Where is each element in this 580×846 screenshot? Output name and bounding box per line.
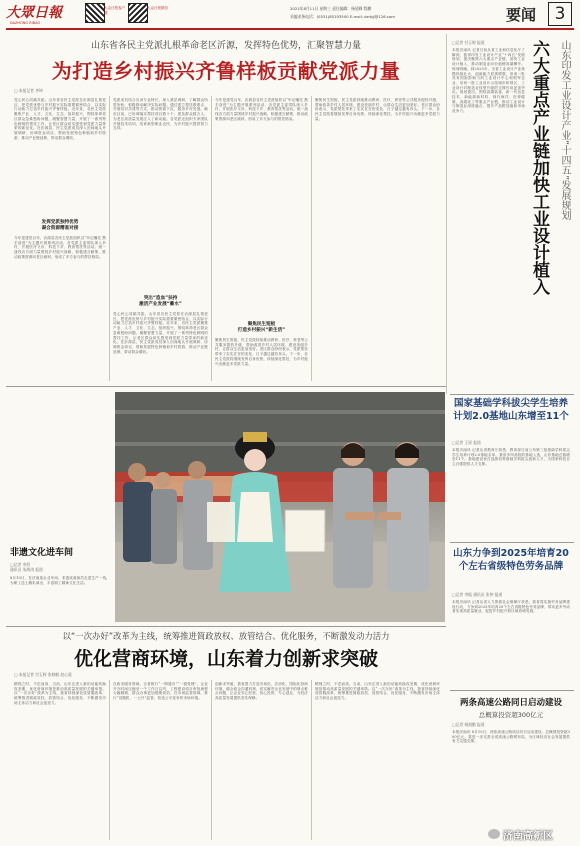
bottom-story-kicker: 以“一次办好”改革为主线，统筹推进简政放权、放管结合、优化服务，不断激发动力活力 — [62, 631, 390, 641]
news-photo — [115, 392, 445, 622]
top-story-byline: □ 本报记者 齐坤 — [14, 88, 43, 93]
watermark — [488, 826, 576, 842]
bottom-story-body-col2: 在政务服务领域，全省推行“一网通办”“一窗受理”，企业开办时间压缩至一个工作日以内，工程建设项目审批流程大幅精简，群众办事更加便捷高效。在市场监管领域，推行“双随机、一公开”监管，营造公平竞争的市场环境。 — [113, 682, 208, 701]
bottom-story-body-col3: 创新求突破，我省着力打造市场化、法治化、国际化营商环境，健全政企沟通机制，切实解决企业发展中的堵点难点问题，让企业安心经营、放心投资、专心创业，为经济高质量发展提供坚实保障。 — [215, 682, 308, 701]
section-title: 要闻 — [506, 6, 537, 24]
qr-code-icon — [85, 3, 105, 23]
page-number: 3 — [548, 2, 572, 26]
app-label-2: 大众日报微信 — [147, 6, 168, 10]
bottom-story-byline: □ 本报记者 付玉婷 张晓帆 赵心晨 — [14, 672, 72, 677]
top-story-body-col4: 聚焦民生短板，民主党派持续推动教育、医疗、养老等公共服务提档升级，帮助改善乡村人居环境，建设美丽乡村，让群众生活更加美好。老区群众纷纷表示，党派帮扶带来了实实在在的变化，日子越过越有奔头。下一步，各民主党派将继续发挥自身优势，持续深化帮扶，为乡村振兴贡献更多党派力量。 — [315, 98, 440, 121]
wechat-icon — [488, 829, 500, 839]
sidebar-byline: □记者 付玉婷 报道 — [452, 40, 485, 45]
sidebar-headline: 六大重点产业链加快工业设计植入 — [529, 40, 549, 295]
top-story-subhead-2: 突出“造血”扶持 激活产业发展“蓄水” — [139, 296, 182, 307]
photo-caption-byline: □记者 李剑 通讯员 朱海涛 报道 — [10, 562, 43, 572]
top-story-body-col3: 今年是建党百年，沂源县各民主党派组织以“牢记嘱托 携手奋进”为主题开展系列活动，各党派主委带队深入乡村，开展医疗义诊、科技下乡、教育帮扶等活动。统一战线各方面力量围绕乡村振兴战略，积极建言献策，推动政策资源向老区倾斜，形成了多方参与的帮扶格局。 — [215, 98, 308, 121]
photo-illustration — [115, 392, 445, 622]
top-story-subhead-1: 发挥党派独特优势 凝合资源精准对接 — [41, 220, 79, 231]
masthead — [0, 0, 580, 30]
top-story-body-col1b: 今年是建党百年，沂源县各民主党派组织以“牢记嘱托 携手奋进”为主题开展系列活动，各党派主委带队深入乡村，开展医疗义诊、科技下乡、教育帮扶等活动。统一战线各方面力量围绕乡村振兴战略，积极建言献策，推动政策资源向老区倾斜，形成了多方参与的帮扶格局。 — [14, 236, 106, 259]
top-story-body-col2: 党派成员结合自身专业特长，深入基层调研，了解群众所思所盼，积极推动解决实际问题。通过建立帮扶联系点、开展结对共建等方式，推动资源下沉，服务乡村发展。截至目前，已协调落实帮扶项目数十个，惠及群众数万人，为老区高质量发展注入了新动能。各党派还组织专家团队开展技术培训，培育新型职业农民，为乡村振兴提供智力支持。 — [113, 98, 208, 131]
brief-3-body: 本报济南讯 8月10日，两条高速公路项目同日启动建设，总概算投资超300亿元，将进一步完善全省高速公路网布局，为区域经济社会发展提供有力交通支撑。 — [452, 730, 570, 744]
bottom-story-body-col1: 精细之时，不虑而高，当前，山东正进入新旧动能转换攻坚期，优化营商环境是推动高质量发展的关键举措。以“一次办好”改革为主线，我省持续深化放管服改革，统筹推进简政放权、放管结合、优化服务，不断激发市场主体活力和社会创造力。 — [14, 682, 106, 705]
top-story-body-col3b: 聚焦民生短板，民主党派持续推动教育、医疗、养老等公共服务提档升级，帮助改善乡村人居环境，建设美丽乡村，让群众生活更加美好。老区群众纷纷表示，党派帮扶带来了实实在在的变化，日子越过越有奔头。下一步，各民主党派将继续发挥自身优势，持续深化帮扶，为乡村振兴贡献更多党派力量。 — [215, 338, 308, 366]
brief-3-subheadline: 总概算投资超300亿元 — [478, 711, 544, 719]
brief-1-body: 本报济南讯 记者从省教育厅获悉，教育部日前公布第三批基础学科拔尖学生培养计划2.0基地名单，我省多所高校的基地入选，山东基地总数增至11个。基地建设旨在选拔培养基础学科拔尖创新人才，为国家科技自立自强提供人才支撑。 — [452, 448, 570, 467]
brief-1-headline: 国家基础学科拔尖学生培养计划2.0基地山东增至11个 — [453, 398, 569, 422]
top-story-headline: 为打造乡村振兴齐鲁样板贡献党派力量 — [51, 59, 401, 83]
top-story-body-col2b: 党心民心同频共振。山东省各民主党派在沂源县扎根老区，把党派优势与乡村振兴实际需要紧密结合，以实际行动助力打造乡村振兴齐鲁样板。近年来，各民主党派聚焦产业、人才、文化、生态、组织振兴，围绕革命老区群众急难愁盼问题，凝聚智慧力量，开展了一系列特色鲜明的帮扶工作，让老区群众切实感受到党派力量带来的新变化。在沂源县，民主党派成员深入田间地头开展调研，协调资金项目，帮助发展特色种植和乡村旅游，推动产业链延伸，带动群众增收。 — [113, 312, 208, 354]
brief-2-headline: 山东力争到2025年培育20个左右省级特色劳务品牌 — [453, 548, 569, 572]
contact-line: 采编业务电话：(0531)85193500 E-mail: dzrbjj@126.com — [290, 14, 395, 19]
brief-2-body: 本报济南讯 记者从省人力资源社会保障厅获悉，我省将实施劳务品牌建设行动，力争到2025年培育20个左右省级特色劳务品牌，带动更多劳动者实现高质量就业，促进乡村振兴和区域协调发展。 — [452, 600, 570, 614]
top-story-kicker: 山东省各民主党派扎根革命老区沂源，发挥特色优势，汇聚智慧力量 — [90, 41, 361, 51]
app-label-1: 大众日报客户端 — [104, 6, 125, 15]
sidebar-kicker: 山东印发工业设计产业“十四五”发展规划 — [559, 40, 570, 221]
brief-1-byline: □记者 王原 报道 — [452, 440, 481, 445]
watermark-text: 济南高新区 — [503, 830, 553, 842]
brief-3-headline: 两条高速公路同日启动建设 — [459, 698, 562, 708]
top-story-subhead-3: 聚焦民生短板 打造乡村振兴“新生活” — [237, 322, 286, 333]
top-story-body-col1: 党心民心同频共振。山东省各民主党派在沂源县扎根老区，把党派优势与乡村振兴实际需要紧密结合，以实际行动助力打造乡村振兴齐鲁样板。近年来，各民主党派聚焦产业、人才、文化、生态、组织振兴，围绕革命老区群众急难愁盼问题，凝聚智慧力量，开展了一系列特色鲜明的帮扶工作，让老区群众切实感受到党派力量带来的新变化。在沂源县，民主党派成员深入田间地头开展调研，协调资金项目，帮助发展特色种植和乡村旅游，推动产业链延伸，带动群众增收。 — [14, 98, 106, 140]
date-line: 2021年8月11日 星期三 责任编辑：杨延峰 程鹏 — [290, 6, 372, 11]
bottom-story-headline: 优化营商环境，山东着力创新求突破 — [73, 648, 378, 670]
photo-caption-text: 8月10日，在济南某企业车间，非遗戏曲演员走进生产一线，为职工送上精彩演出，丰富职工精神文化生活。 — [10, 576, 110, 585]
masthead-rule — [6, 28, 574, 30]
photo-caption-title: 非遗文化进车间 — [10, 548, 74, 558]
bottom-story-body-col4: 精细之时，不虑而高，当前，山东正进入新旧动能转换攻坚期，优化营商环境是推动高质量发展的关键举措。以“一次办好”改革为主线，我省持续深化放管服改革，统筹推进简政放权、放管结合、优化服务，不断激发市场主体活力和社会创造力。 — [315, 682, 440, 701]
logo-pinyin: DAZHONG RIBAO — [10, 21, 41, 25]
qr-code-icon — [128, 3, 148, 23]
brief-3-byline: □记者 杨润勤 报道 — [452, 722, 485, 727]
sidebar-body: 本报济南讯 记者日前从省工业和信息化厅了解到，我省印发工业设计产业“十四五”发展规划，提出聚焦六大重点产业链，加快工业设计植入，推动制造业向价值链高端攀升。规划明确，到2025年，全省工业设计产业规模持续壮大，创新能力显著增强，形成一批具有国际影响力的工业设计中心和领军企业，培育一批工业设计示范城市和园区，工业设计对制造业转型升级的支撑作用更加突出。规划提出，围绕高端装备、新一代信息技术、新能源新材料、现代海洋、医养健康、高端化工等重点产业链，推动工业设计与制造业深度融合，提升产品附加值和市场竞争力。 — [452, 48, 525, 114]
logo: 大眾日報 — [6, 5, 62, 21]
brief-2-byline: □记者 李振 通讯员 张仲 报道 — [452, 592, 503, 597]
